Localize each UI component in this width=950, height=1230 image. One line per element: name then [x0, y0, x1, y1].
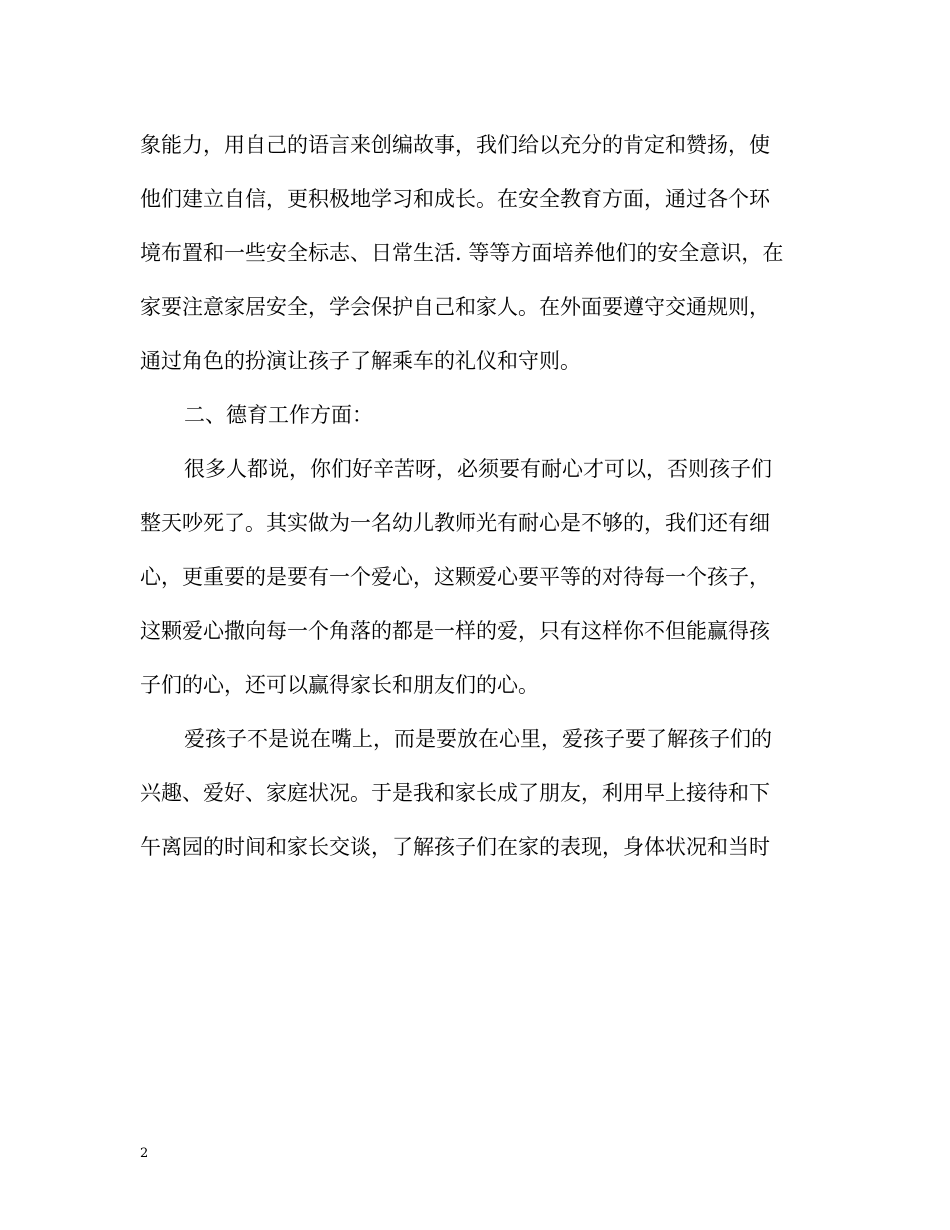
text-line: 通过角色的扮演让孩子了解乘车的礼仪和守则。: [140, 349, 581, 373]
text-line: 象能力，用自己的语言来创编故事，我们给以充分的肯定和赞扬，使: [140, 133, 770, 157]
page-number: 2: [140, 1146, 149, 1161]
paragraph-start-line: 很多人都说，你们好辛苦呀，必须要有耐心才可以，否则孩子们: [184, 457, 772, 481]
text-line: 心，更重要的是要有一个爱心，这颗爱心要平等的对待每一个孩子，: [140, 565, 770, 589]
text-line: 兴趣、爱好、家庭状况。于是我和家长成了朋友，利用早上接待和下: [140, 781, 770, 805]
text-line: 这颗爱心撒向每一个角落的都是一样的爱，只有这样你不但能赢得孩: [140, 619, 770, 643]
paragraph-start-line: 爱孩子不是说在嘴上，而是要放在心里，爱孩子要了解孩子们的: [184, 727, 772, 751]
section-heading: 二、德育工作方面：: [184, 403, 373, 427]
text-line: 子们的心，还可以赢得家长和朋友们的心。: [140, 673, 539, 697]
text-line: 整天吵死了。其实做为一名幼儿教师光有耐心是不够的，我们还有细: [140, 511, 770, 535]
text-line: 午离园的时间和家长交谈，了解孩子们在家的表现，身体状况和当时: [140, 835, 770, 859]
document-body: [140, 118, 810, 874]
text-line: 他们建立自信，更积极地学习和成长。在安全教育方面，通过各个环: [140, 187, 770, 211]
text-line: 家要注意家居安全，学会保护自己和家人。在外面要遵守交通规则，: [140, 295, 770, 319]
text-line: 境布置和一些安全标志、日常生活. 等等方面培养他们的安全意识，在: [140, 241, 784, 265]
